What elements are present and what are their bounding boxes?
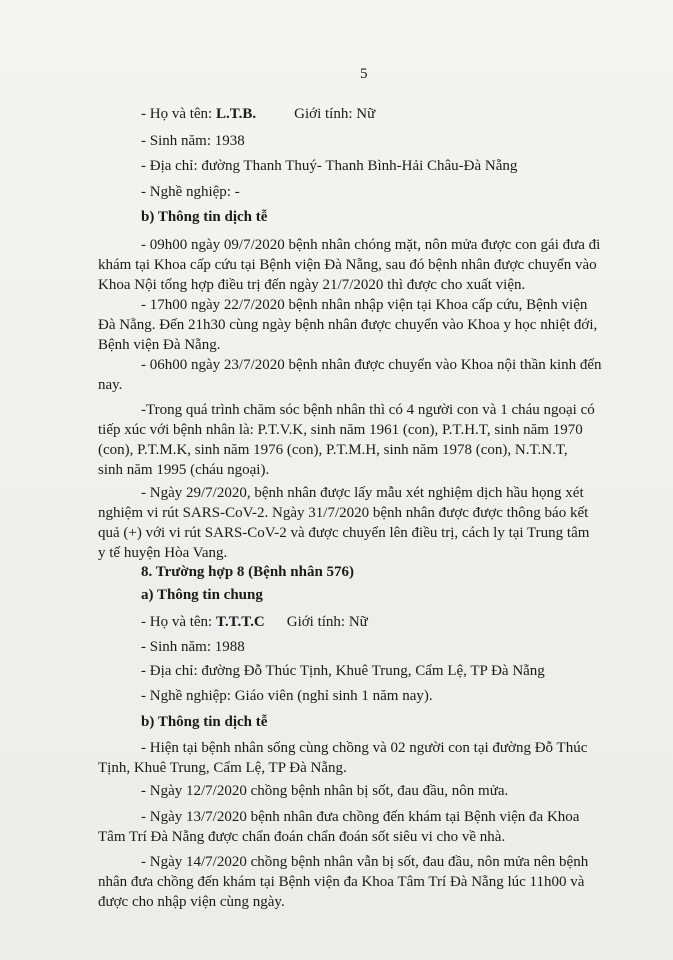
case7-p4-l1: -Trong quá trình chăm sóc bệnh nhân thì có 4 người con và 1 cháu ngoại có xyxy=(141,402,595,418)
case7-address: - Địa chỉ: đường Thanh Thuý- Thanh Bình-Hải Châu-Đà Nẵng xyxy=(141,158,518,174)
name-value: L.T.B. xyxy=(215,106,257,122)
case7-p1-l3: Khoa Nội tổng hợp điều trị đến ngày 21/7/2020 thì được cho xuất viện. xyxy=(98,277,526,293)
case7-p4-l4: sinh năm 1995 (cháu ngoại). xyxy=(98,462,270,478)
case7-p5-l1: - Ngày 29/7/2020, bệnh nhân được lấy mẫu xét nghiệm dịch hầu họng xét xyxy=(141,485,584,501)
case8-p1-l2: Tịnh, Khuê Trung, Cẩm Lệ, TP Đà Nẵng. xyxy=(98,760,347,776)
case7-p4-l2: tiếp xúc với bệnh nhân là: P.T.V.K, sinh năm 1961 (con), P.T.H.T, sinh năm 1970 xyxy=(98,422,583,438)
case8-address: - Địa chỉ: đường Đỗ Thúc Tịnh, Khuê Trung, Cẩm Lệ, TP Đà Nẵng xyxy=(141,663,545,679)
case7-name-line xyxy=(141,104,375,124)
gender: Giới tính: Nữ xyxy=(286,614,368,630)
case8-p4-l2: nhân đưa chồng đến khám tại Bệnh viện đa Khoa Tâm Trí Đà Nẵng lúc 11h00 và xyxy=(98,874,585,890)
case8-epi-heading: b) Thông tin dịch tễ xyxy=(141,714,268,730)
case7-job: - Nghề nghiệp: - xyxy=(141,184,240,200)
gender: Giới tính: Nữ xyxy=(294,106,376,122)
case8-p4-l3: được cho nhập viện cùng ngày. xyxy=(98,894,285,910)
case8-p1-l1: - Hiện tại bệnh nhân sống cùng chồng và 02 người con tại đường Đỗ Thúc xyxy=(141,740,588,756)
case7-epi-heading: b) Thông tin dịch tễ xyxy=(141,209,268,225)
name-label: - Họ và tên: xyxy=(141,614,216,630)
case7-birth: - Sinh năm: 1938 xyxy=(141,133,245,149)
case7-p2-l1: - 17h00 ngày 22/7/2020 bệnh nhân nhập viện tại Khoa cấp cứu, Bệnh viện xyxy=(141,297,588,313)
case8-birth: - Sinh năm: 1988 xyxy=(141,639,245,655)
case7-p1-l1: - 09h00 ngày 09/7/2020 bệnh nhân chóng mặt, nôn mửa được con gái đưa đi xyxy=(141,237,601,253)
case7-p5-l3: quả (+) với vi rút SARS-CoV-2 và được chuyển lên điều trị, cách ly tại Trung tâm xyxy=(98,525,590,541)
page-number: 5 xyxy=(360,66,368,82)
name-value: T.T.T.C xyxy=(215,614,265,630)
case7-p3-l2: nay. xyxy=(98,377,123,393)
case7-p1-l2: khám tại Khoa cấp cứu tại Bệnh viện Đà Nẵng, sau đó bệnh nhân được chuyển vào xyxy=(98,257,597,273)
case8-heading: 8. Trường hợp 8 (Bệnh nhân 576) xyxy=(141,564,355,580)
case7-p2-l3: Bệnh viện Đà Nẵng. xyxy=(98,337,221,353)
case8-p3-l2: Tâm Trí Đà Nẵng được chẩn đoán chẩn đoán sốt siêu vi cho về nhà. xyxy=(98,829,506,845)
name-label: - Họ và tên: xyxy=(141,106,216,122)
case7-p5-l2: nghiệm vi rút SARS-CoV-2. Ngày 31/7/2020 bệnh nhân được được thông báo kết xyxy=(98,505,589,521)
case8-job: - Nghề nghiệp: Giáo viên (nghỉ sinh 1 năm nay). xyxy=(141,688,433,704)
case7-p2-l2: Đà Nẵng. Đến 21h30 cùng ngày bệnh nhân được chuyển vào Khoa y học nhiệt đới, xyxy=(98,317,598,333)
case8-general-heading: a) Thông tin chung xyxy=(141,587,263,603)
case7-p5-l4: y tế huyện Hòa Vang. xyxy=(98,545,228,561)
case8-p2: - Ngày 12/7/2020 chồng bệnh nhân bị sốt, đau đầu, nôn mửa. xyxy=(141,783,509,799)
case8-name-line xyxy=(141,612,368,632)
case7-p4-l3: (con), P.T.M.K, sinh năm 1976 (con), P.T.M.H, sinh năm 1978 (con), N.T.N.T, xyxy=(98,442,568,458)
case8-p4-l1: - Ngày 14/7/2020 chồng bệnh nhân vẫn bị sốt, đau đầu, nôn mửa nên bệnh xyxy=(141,854,589,870)
case8-p3-l1: - Ngày 13/7/2020 bệnh nhân đưa chồng đến khám tại Bệnh viện đa Khoa xyxy=(141,809,580,825)
case7-p3-l1: - 06h00 ngày 23/7/2020 bệnh nhân được chuyển vào Khoa nội thần kinh đến xyxy=(141,357,602,373)
